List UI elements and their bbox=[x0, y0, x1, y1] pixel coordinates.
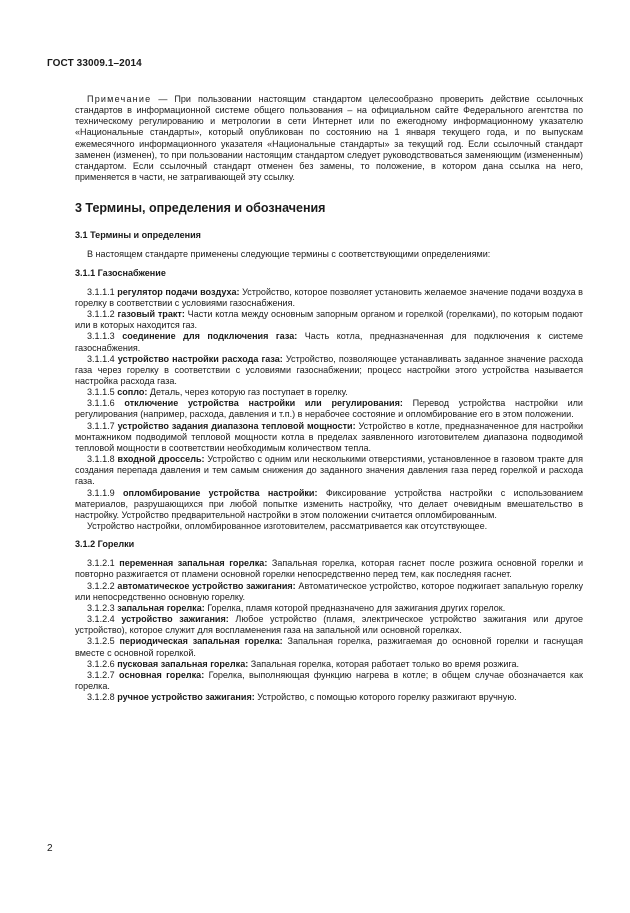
term-entry: 3.1.1.3 соединение для подключения газа: Часть котла, предназначенная для подключения к системе газоснабжения. bbox=[75, 331, 584, 353]
term-entry: 3.1.2.5 периодическая запальная горелка: Запальная горелка, разжигаемая до основной горелки и гаснущая вместе с основной горелкой. bbox=[75, 636, 583, 658]
section-3-1-heading: 3.1 Термины и определения bbox=[75, 230, 201, 241]
note-label: Примечание bbox=[87, 94, 152, 104]
term-entry: 3.1.1.8 входной дроссель: Устройство с одним или несколькими отверстиями, установленное в газовом тракте для создания перепада давления и тем самым снижения до заданного значения давления газа перед горелкой и расхода газа. bbox=[75, 454, 583, 487]
document-header: ГОСТ 33009.1–2014 bbox=[47, 58, 142, 69]
term-entry: 3.1.1.9 опломбирование устройства настройки: Фиксирование устройства настройки с использованием материалов, разрушающихся при любой попытке изменить настройку, что делает очевидным вмешательство в настройку. Устройство предварительной настройки в этом положении считается опломбированным. bbox=[75, 487, 584, 520]
term-entry: 3.1.2.2 автоматическое устройство зажигания: Автоматическое устройство, которое поджигает запальную горелку или непосредственно основную горелку. bbox=[75, 580, 583, 602]
note-text: — При пользовании настоящим стандартом целесообразно проверить действие ссылочных стандартов в информационной системе общего пользования – на официальном сайте Федерального агентства по техническому регулированию и метрологии в сети Интернет или по ежегодному информационному указателю «Национальные стандарты», который опубликован по состоянию на 1 января текущего года, и по выпускам ежемесячного информационного указателя «Национальные стандарты» за текущий год. Если ссылочный стандарт заменен (изменен), то при пользовании настоящим стандартом следует руководствоваться заменяющим (измененным) стандартом. Если ссылочный стандарт отменен без замены, то положение, в котором дана ссылка на него, применяется в части, не затрагивающей эту ссылку. bbox=[75, 94, 583, 183]
term-entry: 3.1.1.2 газовый тракт: Части котла между основным запорным органом и горелкой (горелками), по которым подают или в которых находится газ. bbox=[75, 309, 583, 331]
term-note: Устройство настройки, опломбированное изготовителем, рассматривается как отсутствующее. bbox=[87, 521, 488, 531]
term-entry: 3.1.2.8 ручное устройство зажигания: Устройство, с помощью которого горелку разжигают вручную. bbox=[87, 692, 517, 703]
term-entry: 3.1.2.7 основная горелка: Горелка, выполняющая функцию нагрева в котле; в общем случае обозначается как горелка. bbox=[75, 669, 583, 692]
page-number: 2 bbox=[47, 843, 53, 854]
term-entry: 3.1.2.6 пусковая запальная горелка: Запальная горелка, которая работает только во время розжига. bbox=[87, 658, 520, 669]
document-body bbox=[75, 94, 583, 703]
note-paragraph bbox=[75, 94, 583, 183]
term-entry: 3.1.1.1 регулятор подачи воздуха: Устройство, которое позволяет установить желаемое значение подачи воздуха в горелку в соответствии с условиями газоснабжения. bbox=[75, 286, 583, 308]
section-3-1-2-heading: 3.1.2 Горелки bbox=[75, 539, 135, 550]
term-entry: 3.1.2.3 запальная горелка: Горелка, пламя которой предназначено для зажигания других горелок. bbox=[87, 602, 506, 613]
term-entry: 3.1.2.1 переменная запальная горелка: Запальная горелка, которая гаснет после розжига основной горелки и повторно разжигается от пламени основной горелки непосредственно перед тем, как последняя гаснет. bbox=[75, 558, 583, 580]
term-entry: 3.1.1.4 устройство настройки расхода газа: Устройство, позволяющее устанавливать заданное значение расхода газа через горелку в соответствии с условиями газоснабжении; процесс настройки этого устройства называется настройка расхода газа. bbox=[75, 353, 583, 386]
section-3-1-1-heading: 3.1.1 Газоснабжение bbox=[75, 267, 166, 278]
term-entry: 3.1.1.5 сопло: Деталь, через которую газ поступает в горелку. bbox=[87, 387, 348, 398]
terms-list-burners bbox=[75, 558, 583, 703]
section-3-1-intro: В настоящем стандарте применены следующие термины с соответствующими определениями: bbox=[87, 249, 491, 260]
terms-list-gas bbox=[75, 287, 583, 532]
section-3-heading: 3 Термины, определения и обозначения bbox=[75, 201, 326, 216]
term-entry: 3.1.1.6 отключение устройства настройки или регулирования: Перевод устройства настройки или регулирования (например, расхода, давления и т.п.) в нерабочее состояние и опломбирование его в этом положении. bbox=[75, 398, 583, 420]
term-entry: 3.1.2.4 устройство зажигания: Любое устройство (пламя, электрическое устройство зажигания или другое устройство), которое служит для воспламенения газа на запальной или основной горелках. bbox=[75, 614, 584, 636]
term-entry: 3.1.1.7 устройство задания диапазона тепловой мощности: Устройство в котле, предназначенное для настройки монтажником подводимой тепловой мощности котла в пределах заявленного изготовителем диапазона подводимой тепловой мощности в соответствии необходимым количеством тепла. bbox=[75, 420, 583, 453]
